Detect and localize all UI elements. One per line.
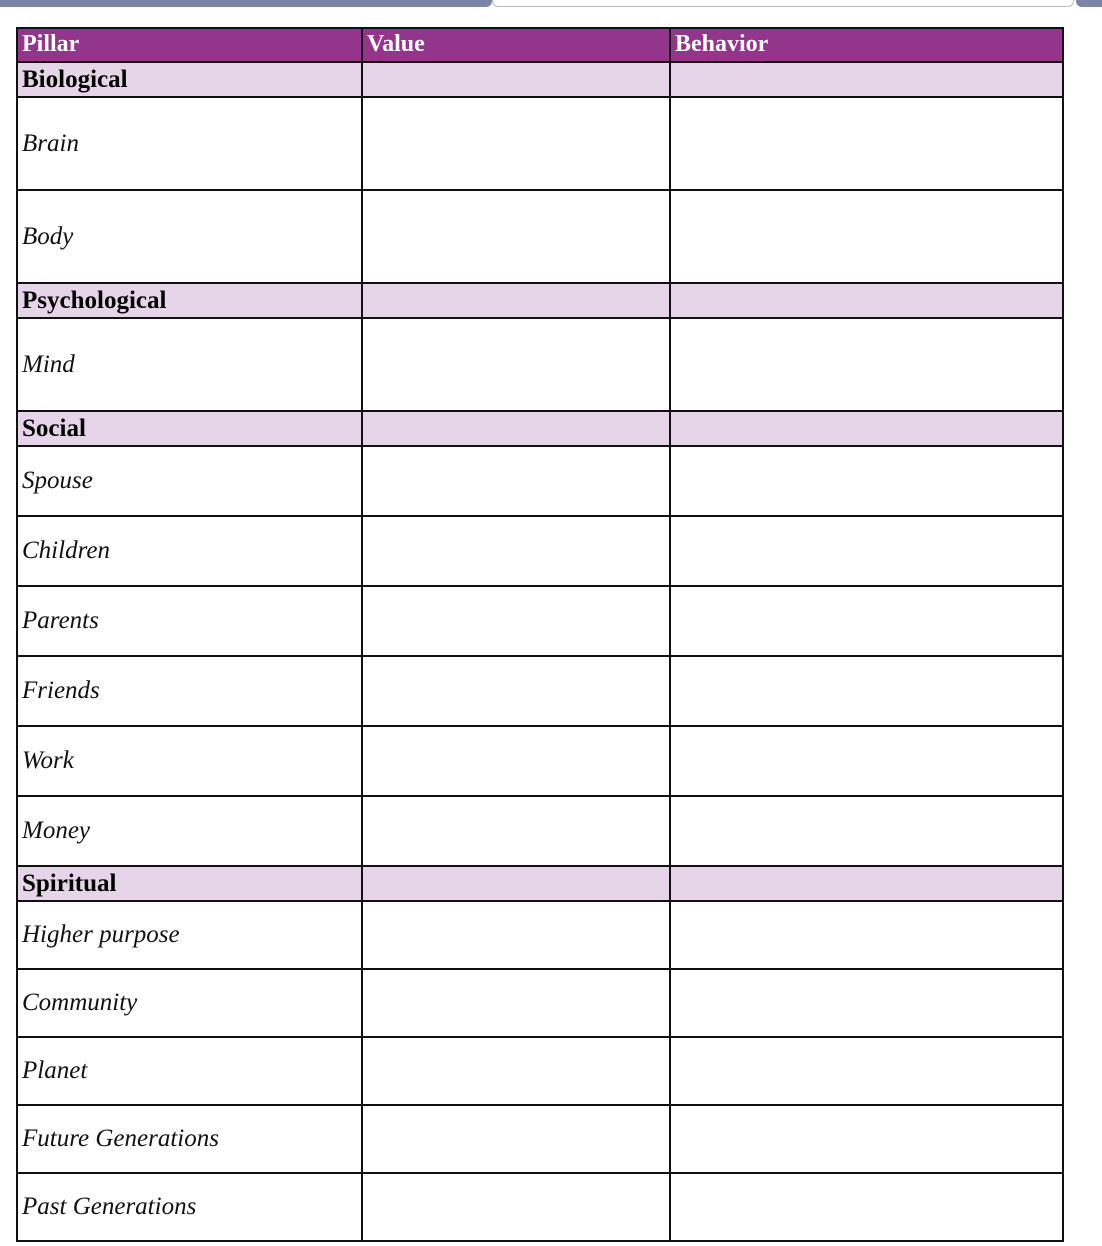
pillar-label: Social (17, 411, 362, 446)
behavior-cell[interactable] (670, 283, 1063, 318)
behavior-cell[interactable] (670, 446, 1063, 516)
header-row (17, 28, 1063, 62)
value-cell[interactable] (362, 283, 670, 318)
area-label: Spouse (17, 446, 362, 516)
area-row-body (17, 190, 1063, 283)
value-cell[interactable] (362, 656, 670, 726)
value-cell[interactable] (362, 516, 670, 586)
header-value: Value (362, 28, 670, 62)
pillar-label: Biological (17, 62, 362, 97)
area-label: Brain (17, 97, 362, 190)
value-cell[interactable] (362, 318, 670, 411)
value-cell[interactable] (362, 411, 670, 446)
pillar-label: Spiritual (17, 866, 362, 901)
area-label: Friends (17, 656, 362, 726)
area-row-future-generations (17, 1105, 1063, 1173)
pillar-row-psychological (17, 283, 1063, 318)
area-row-community (17, 969, 1063, 1037)
area-label: Mind (17, 318, 362, 411)
area-row-spouse (17, 446, 1063, 516)
area-row-higher-purpose (17, 901, 1063, 969)
area-label: Community (17, 969, 362, 1037)
area-row-friends (17, 656, 1063, 726)
area-row-planet (17, 1037, 1063, 1105)
header-pillar: Pillar (17, 28, 362, 62)
pillar-row-spiritual (17, 866, 1063, 901)
area-label: Planet (17, 1037, 362, 1105)
area-row-past-generations (17, 1173, 1063, 1241)
value-cell[interactable] (362, 1105, 670, 1173)
area-row-brain (17, 97, 1063, 190)
behavior-cell[interactable] (670, 866, 1063, 901)
window-tab (492, 0, 1074, 7)
behavior-cell[interactable] (670, 62, 1063, 97)
behavior-cell[interactable] (670, 97, 1063, 190)
behavior-cell[interactable] (670, 901, 1063, 969)
window-frame-right (1076, 0, 1102, 7)
area-label: Parents (17, 586, 362, 656)
behavior-cell[interactable] (670, 796, 1063, 866)
value-cell[interactable] (362, 901, 670, 969)
behavior-cell[interactable] (670, 1105, 1063, 1173)
value-cell[interactable] (362, 866, 670, 901)
behavior-cell[interactable] (670, 969, 1063, 1037)
area-label: Past Generations (17, 1173, 362, 1241)
behavior-cell[interactable] (670, 1173, 1063, 1241)
value-cell[interactable] (362, 969, 670, 1037)
value-cell[interactable] (362, 1173, 670, 1241)
behavior-cell[interactable] (670, 516, 1063, 586)
area-row-children (17, 516, 1063, 586)
behavior-cell[interactable] (670, 1037, 1063, 1105)
area-row-money (17, 796, 1063, 866)
area-label: Higher purpose (17, 901, 362, 969)
area-label: Children (17, 516, 362, 586)
value-cell[interactable] (362, 586, 670, 656)
behavior-cell[interactable] (670, 656, 1063, 726)
behavior-cell[interactable] (670, 190, 1063, 283)
area-label: Body (17, 190, 362, 283)
pillar-row-biological (17, 62, 1063, 97)
header-behavior: Behavior (670, 28, 1063, 62)
area-label: Work (17, 726, 362, 796)
behavior-cell[interactable] (670, 318, 1063, 411)
area-row-mind (17, 318, 1063, 411)
behavior-cell[interactable] (670, 586, 1063, 656)
area-label: Future Generations (17, 1105, 362, 1173)
behavior-cell[interactable] (670, 726, 1063, 796)
values-table (16, 27, 1064, 1242)
window-top-strip (0, 0, 1102, 10)
value-cell[interactable] (362, 446, 670, 516)
value-cell[interactable] (362, 62, 670, 97)
window-frame-left (0, 0, 492, 7)
pillar-label: Psychological (17, 283, 362, 318)
value-cell[interactable] (362, 97, 670, 190)
area-row-parents (17, 586, 1063, 656)
value-cell[interactable] (362, 190, 670, 283)
value-cell[interactable] (362, 726, 670, 796)
behavior-cell[interactable] (670, 411, 1063, 446)
area-label: Money (17, 796, 362, 866)
area-row-work (17, 726, 1063, 796)
value-cell[interactable] (362, 1037, 670, 1105)
value-cell[interactable] (362, 796, 670, 866)
pillar-row-social (17, 411, 1063, 446)
